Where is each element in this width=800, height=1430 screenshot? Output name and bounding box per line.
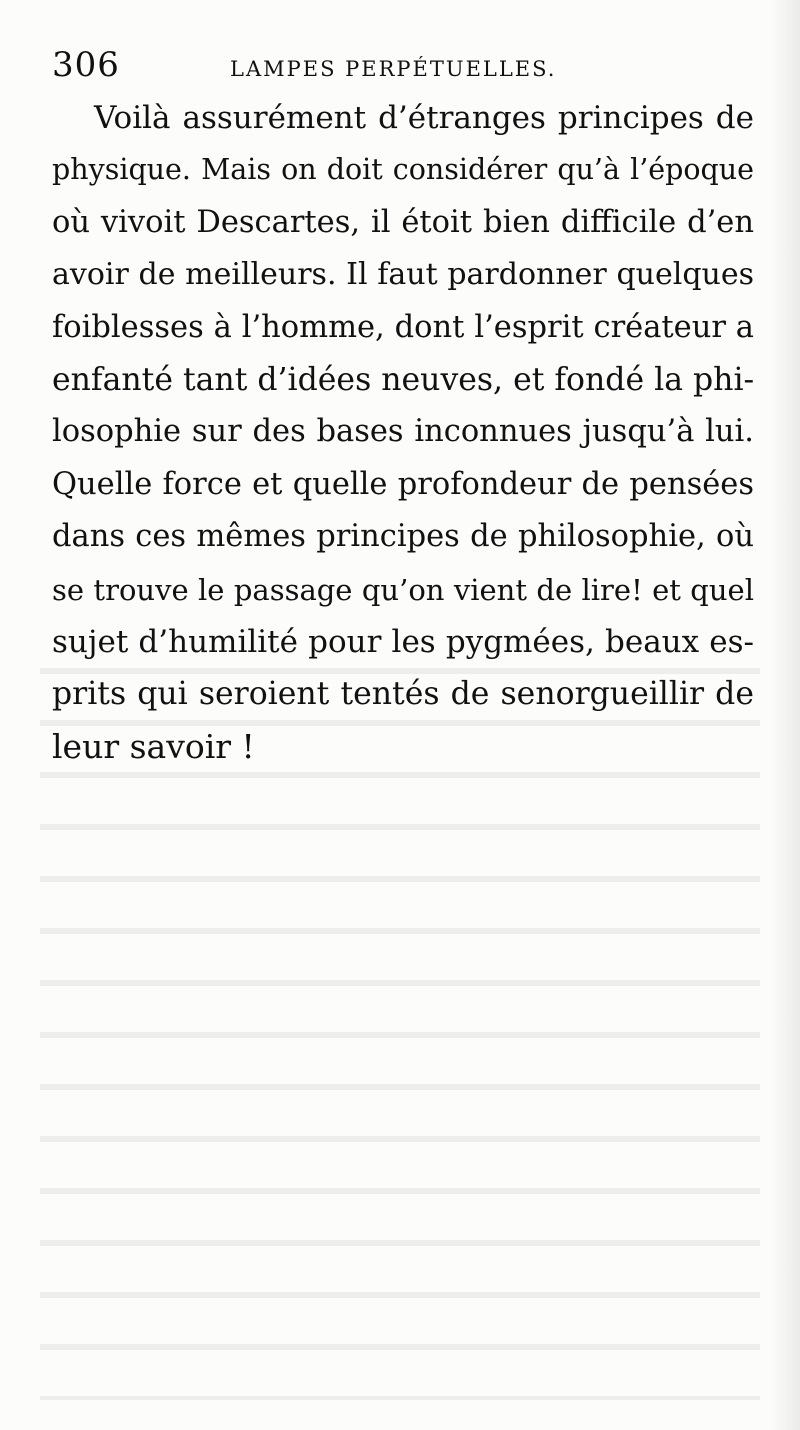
text-line: sujet d’humilité pour les pygmées, beaux es-: [52, 623, 754, 660]
text-line: Voilà assurément d’étranges principes de: [94, 100, 754, 136]
text-line: enfanté tant d’idées neuves, et fondé la phi-: [52, 361, 755, 398]
text-line: foiblesses à l’homme, dont l’esprit créateur a: [52, 309, 754, 345]
text-line: Quelle force et quelle profondeur de pensées: [52, 466, 754, 502]
page-number: 306: [52, 45, 120, 85]
page-edge-shadow: [770, 0, 800, 1430]
page-header: [52, 40, 752, 90]
text-line: losophie sur des bases inconnues jusqu’à lui.: [52, 414, 754, 450]
text-line: dans ces mêmes principes de philosophie, où: [52, 519, 754, 555]
text-line: avoir de meilleurs. Il faut pardonner quelques: [52, 257, 754, 293]
text-line: prits qui seroient tentés de senorgueillir de: [52, 676, 754, 713]
text-line: où vivoit Descartes, il étoit bien difficile d’en: [52, 204, 754, 240]
text-line: leur savoir !: [52, 726, 255, 766]
body-paragraph: [52, 92, 754, 773]
running-title: LAMPES PERPÉTUELLES.: [230, 57, 557, 81]
text-line: se trouve le passage qu’on vient de lire! et quel: [52, 572, 754, 607]
text-line: physique. Mais on doit considérer qu’à l’époque: [52, 153, 754, 187]
